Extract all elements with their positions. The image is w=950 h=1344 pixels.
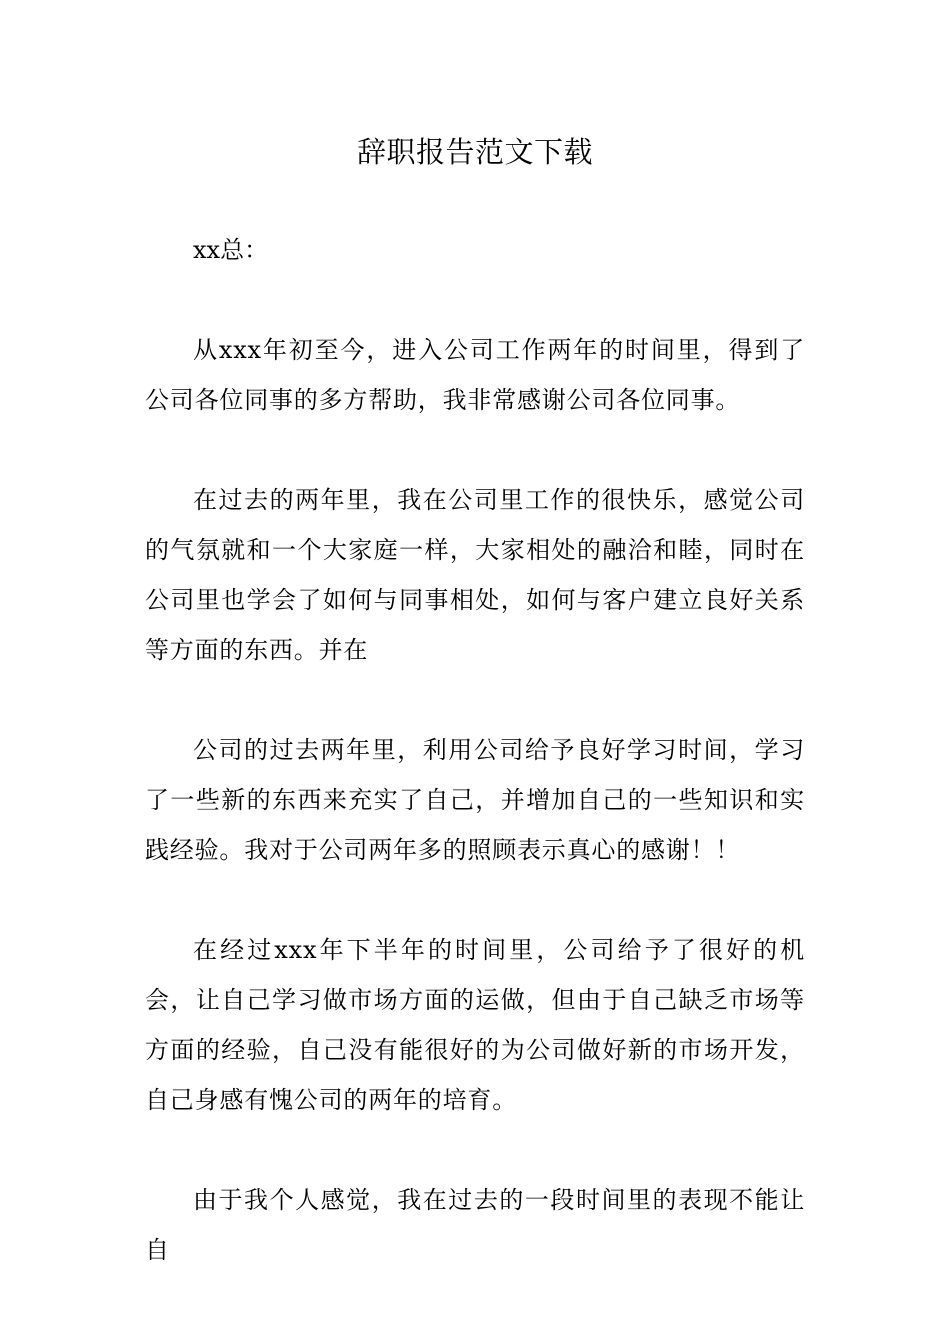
- paragraph-gap: [145, 675, 805, 725]
- paragraph-5: 由于我个人感觉，我在过去的一段时间里的表现不能让自: [145, 1186, 805, 1264]
- document-title: 辞职报告范文下载: [356, 135, 593, 169]
- paragraph-4: 在经过xxx年下半年的时间里，公司给予了很好的机会，让自己学习做市场方面的运做，但由于自己缺乏市场等方面的经验，自己没有能很好的为公司做好新的市场开发，自己身感有愧公司的两年的培育。: [145, 936, 805, 1114]
- paragraph-gap: [145, 1125, 805, 1175]
- paragraph-1: 从xxx年初至今，进入公司工作两年的时间里，得到了公司各位同事的多方帮助，我非常感谢公司各位同事。: [145, 336, 805, 414]
- paragraph-3: 公司的过去两年里，利用公司给予良好学习时间，学习了一些新的东西来充实了自己，并增加自己的一些知识和实践经验。我对于公司两年多的照顾表示真心的感谢！！: [145, 736, 805, 864]
- paragraph-gap: [145, 425, 805, 475]
- salutation: xx总：: [193, 236, 269, 264]
- paragraph-gap: [145, 275, 805, 325]
- paragraph-2: 在过去的两年里，我在公司里工作的很快乐，感觉公司的气氛就和一个大家庭一样，大家相处的融洽和睦，同时在公司里也学会了如何与同事相处，如何与客户建立良好关系等方面的东西。并在: [145, 486, 805, 664]
- paragraph-gap: [145, 875, 805, 925]
- document-body: [145, 225, 805, 1275]
